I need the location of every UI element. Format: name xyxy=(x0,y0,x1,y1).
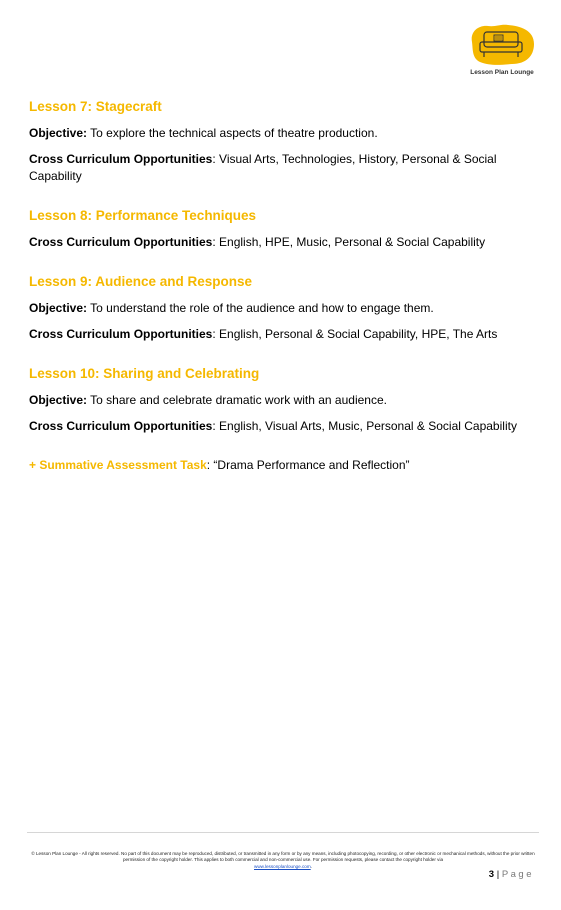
cross-curriculum-line xyxy=(29,234,537,251)
lesson-title: Lesson 8: Performance Techniques xyxy=(29,208,257,223)
objective-label: Objective: xyxy=(29,301,88,315)
lesson-plan-lounge-logo xyxy=(466,22,538,80)
lesson-10-section xyxy=(29,365,537,435)
logo-caption: Lesson Plan Lounge xyxy=(470,69,534,76)
cross-curriculum-label: Cross Curriculum Opportunities xyxy=(29,419,213,433)
page-number-value: 3 xyxy=(488,869,495,880)
page-separator: | xyxy=(494,869,502,880)
cross-curriculum-text: : English, Visual Arts, Music, Personal & Social Capability xyxy=(212,419,517,433)
objective-line xyxy=(29,392,537,409)
lesson-7-section xyxy=(29,98,537,185)
lesson-title: Lesson 7: Stagecraft xyxy=(29,99,162,114)
objective-line xyxy=(29,125,537,142)
website-link[interactable]: www.lessonplanlounge.com xyxy=(254,863,311,869)
cross-curriculum-text: : English, HPE, Music, Personal & Social Capability xyxy=(212,235,486,249)
page-label: Page xyxy=(501,869,534,880)
plus-icon: + xyxy=(29,458,37,472)
couch-logo-icon xyxy=(466,22,538,70)
link-suffix: . xyxy=(310,863,312,869)
cross-curriculum-label: Cross Curriculum Opportunities xyxy=(29,235,213,249)
cross-curriculum-line xyxy=(29,151,537,185)
cross-curriculum-line xyxy=(29,418,537,435)
lesson-9-section xyxy=(29,273,537,343)
lesson-title: Lesson 9: Audience and Response xyxy=(29,274,253,289)
cross-curriculum-text: : Visual Arts, Technologies, History, Personal & Social Capability xyxy=(29,152,497,183)
objective-line xyxy=(29,300,537,317)
summative-assessment-text: : “Drama Performance and Reflection” xyxy=(206,458,410,472)
objective-label: Objective: xyxy=(29,126,88,140)
objective-text: To explore the technical aspects of theatre production. xyxy=(87,126,378,140)
lesson-title: Lesson 10: Sharing and Celebrating xyxy=(29,366,260,381)
footer-divider xyxy=(27,832,539,833)
summative-assessment-label: Summative Assessment Task xyxy=(36,458,207,472)
lesson-8-section xyxy=(29,207,537,251)
page-number xyxy=(489,869,534,880)
copyright-text: © Lesson Plan Lounge - All rights reserved. No part of this document may be reproduced, distributed, or transmitted in any form or by any means, including photocopying, recording, or other electronic or mechanical methods, without the prior written permission of the copyright holder. This applies to both commercial and non-commercial use. For permission requests, please contact the copyright holder via xyxy=(31,851,535,863)
copyright-notice xyxy=(29,851,537,870)
cross-curriculum-text: : English, Personal & Social Capability, HPE, The Arts xyxy=(212,327,498,341)
cross-curriculum-label: Cross Curriculum Opportunities xyxy=(29,327,213,341)
cross-curriculum-label: Cross Curriculum Opportunities xyxy=(29,152,213,166)
summative-assessment-line xyxy=(29,457,537,474)
lesson-content xyxy=(29,98,537,474)
objective-label: Objective: xyxy=(29,393,88,407)
cross-curriculum-line xyxy=(29,326,537,343)
objective-text: To share and celebrate dramatic work with an audience. xyxy=(87,393,387,407)
objective-text: To understand the role of the audience and how to engage them. xyxy=(87,301,434,315)
